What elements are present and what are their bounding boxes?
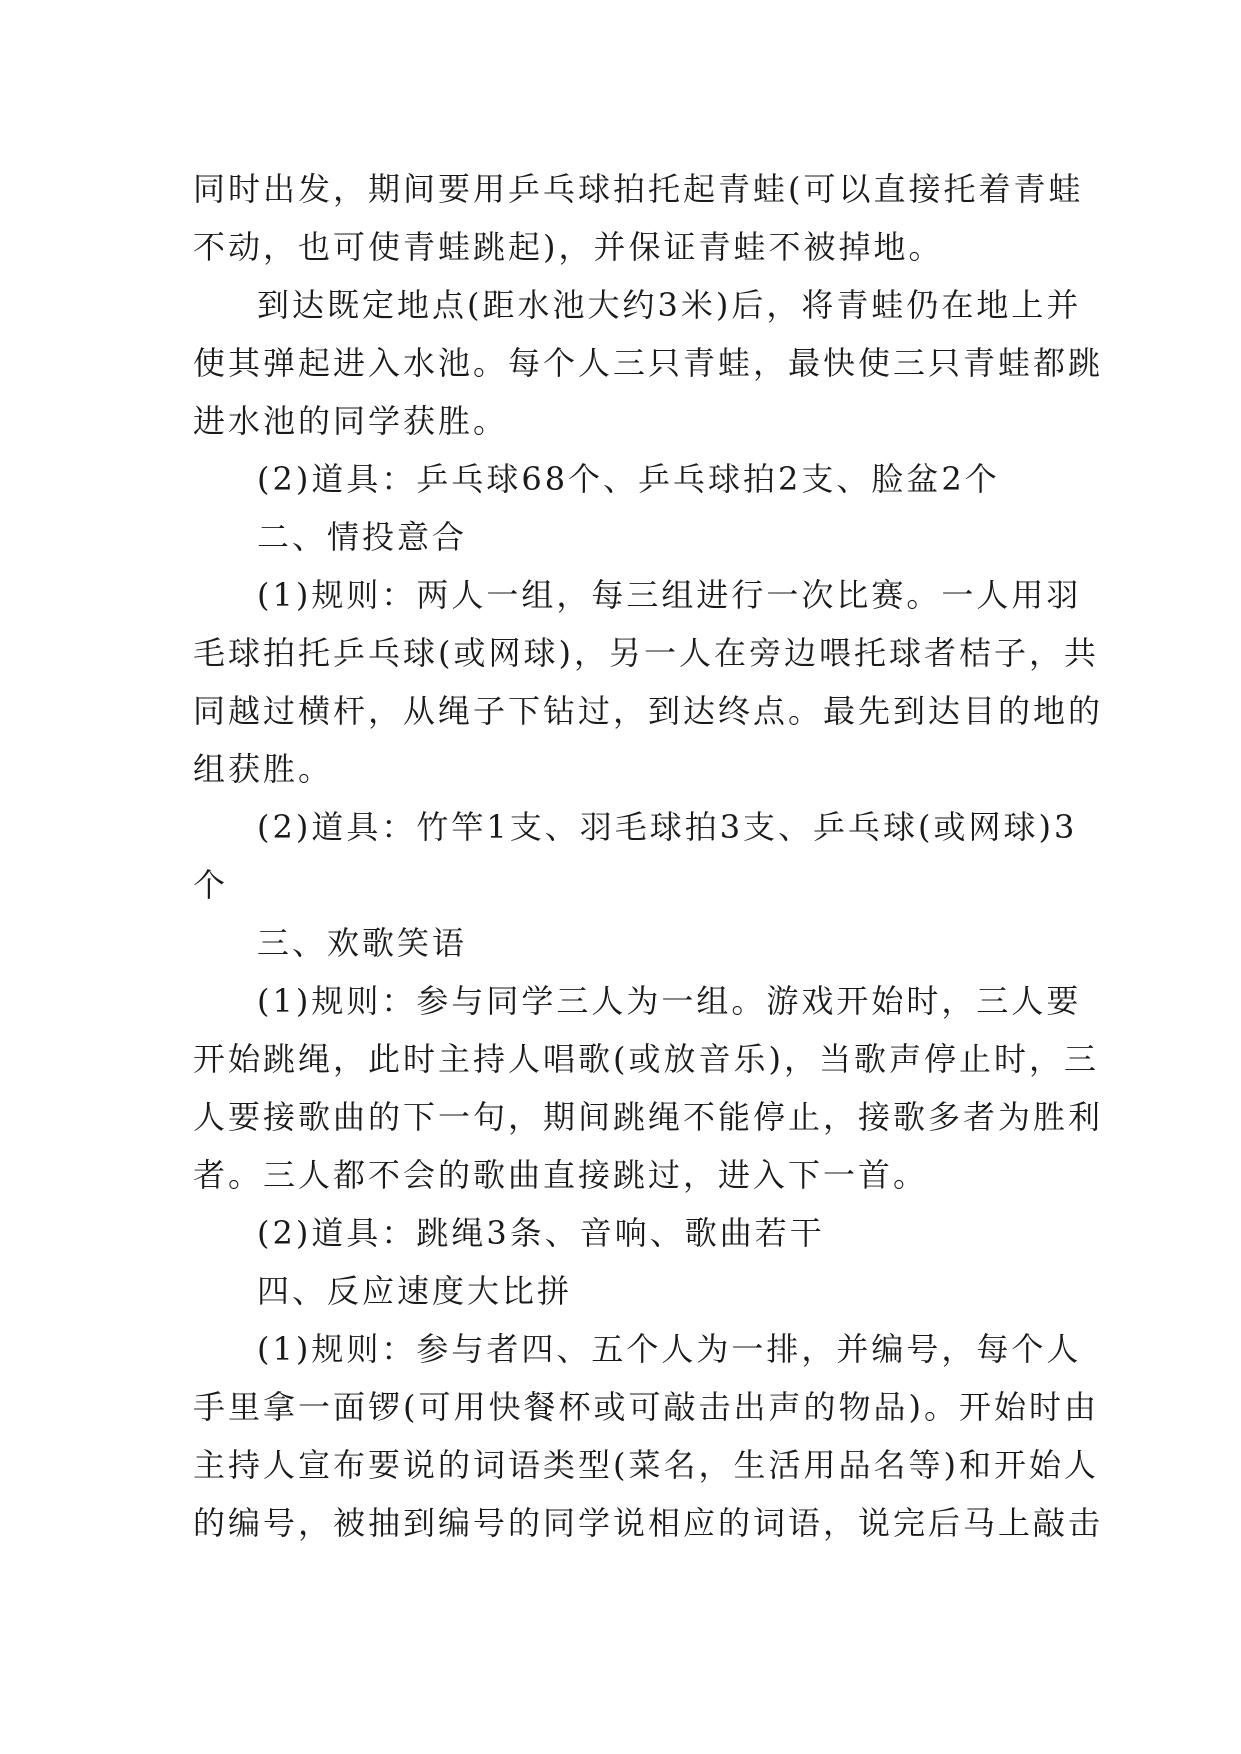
text-line: 开始跳绳，此时主持人唱歌(或放音乐)，当歌声停止时，三 (193, 1040, 1099, 1078)
document-body (193, 160, 1104, 1552)
props-line: (2)道具：乒乓球68个、乒乓球拍2支、脸盆2个 (257, 460, 1000, 498)
text-line: 的编号，被抽到编号的同学说相应的词语，说完后马上敲击 (193, 1504, 1104, 1542)
section-heading: 三、欢歌笑语 (257, 924, 468, 962)
text-line: 同时出发，期间要用乒乓球拍托起青蛙(可以直接托着青蛙 (193, 170, 1084, 208)
rules-line: (1)规则：参与者四、五个人为一排，并编号，每个人 (257, 1330, 1082, 1368)
text-line: 进水池的同学获胜。 (193, 402, 509, 440)
text-line: 不动，也可使青蛙跳起)，并保证青蛙不被掉地。 (193, 228, 944, 266)
text-line: 组获胜。 (193, 750, 334, 788)
text-line: 人要接歌曲的下一句，期间跳绳不能停止，接歌多者为胜利 (193, 1098, 1104, 1136)
text-line: 者。三人都不会的歌曲直接跳过，进入下一首。 (193, 1156, 929, 1194)
text-line: 毛球拍托乒乓球(或网球)，另一人在旁边喂托球者桔子，共 (193, 634, 1099, 672)
text-line: 手里拿一面锣(可用快餐杯或可敲击出声的物品)。开始时由 (193, 1388, 1099, 1426)
paragraph-first-line: 到达既定地点(距水池大约3米)后，将青蛙仍在地上并 (257, 286, 1082, 324)
rules-line: (1)规则：参与同学三人为一组。游戏开始时，三人要 (257, 982, 1082, 1020)
text-line: 个 (193, 866, 229, 904)
props-line: (2)道具：竹竿1支、羽毛球拍3支、乒乓球(或网球)3 (257, 808, 1078, 846)
text-line: 使其弹起进入水池。每个人三只青蛙，最快使三只青蛙都跳 (193, 344, 1104, 382)
section-heading: 二、情投意合 (257, 518, 468, 556)
section-heading: 四、反应速度大比拼 (257, 1272, 573, 1310)
rules-line: (1)规则：两人一组，每三组进行一次比赛。一人用羽 (257, 576, 1082, 614)
text-line: 主持人宣布要说的词语类型(菜名，生活用品名等)和开始人 (193, 1446, 1099, 1484)
text-line: 同越过横杆，从绳子下钻过，到达终点。最先到达目的地的 (193, 692, 1104, 730)
props-line: (2)道具：跳绳3条、音响、歌曲若干 (257, 1214, 825, 1252)
